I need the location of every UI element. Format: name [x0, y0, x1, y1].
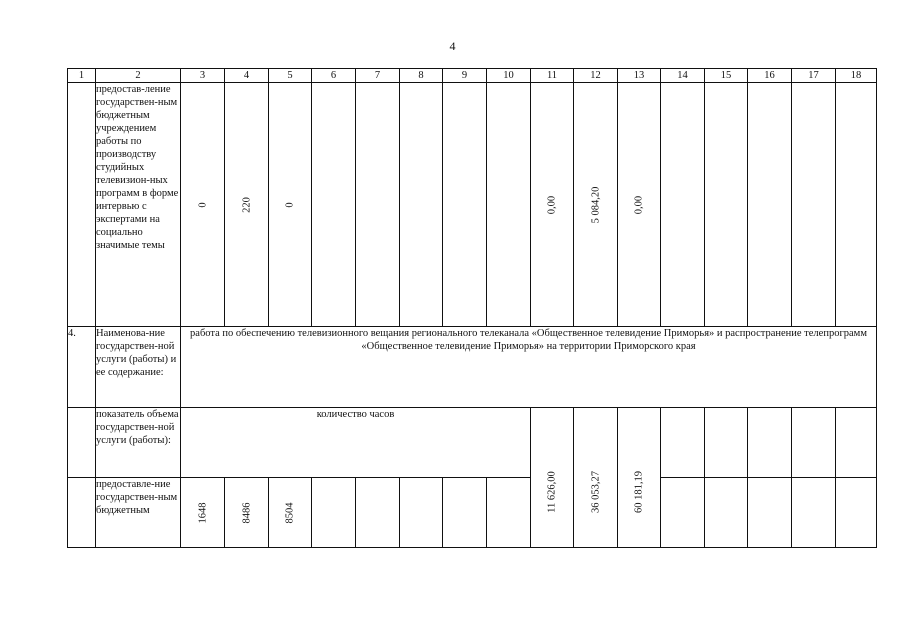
table-row: [68, 327, 877, 408]
empty-cell: [792, 83, 836, 327]
row-number-cell: [68, 83, 96, 327]
value-cell: [269, 83, 312, 327]
header-cell: 16: [748, 69, 792, 83]
value-text: 0: [284, 201, 296, 208]
budget-table: [67, 68, 877, 548]
value-cell: [225, 478, 269, 548]
header-cell: 11: [531, 69, 574, 83]
value-text: 11 626,00: [546, 471, 558, 513]
row-number-cell: 4.: [68, 327, 96, 408]
empty-cell: [356, 83, 400, 327]
empty-cell: [792, 478, 836, 548]
value-cell: [574, 83, 618, 327]
header-cell: 15: [705, 69, 748, 83]
value-text: 0,00: [633, 195, 645, 214]
unit-cell: количество часов: [181, 408, 531, 478]
empty-cell: [661, 478, 705, 548]
value-cell: [531, 83, 574, 327]
empty-cell: [443, 83, 487, 327]
value-cell: [181, 83, 225, 327]
header-cell: 3: [181, 69, 225, 83]
empty-cell: [748, 478, 792, 548]
value-text: 36 053,27: [590, 471, 601, 513]
header-cell: 4: [225, 69, 269, 83]
empty-cell: [748, 83, 792, 327]
empty-cell: [443, 478, 487, 548]
value-cell: [225, 83, 269, 327]
empty-cell: [705, 478, 748, 548]
empty-cell: [356, 478, 400, 548]
page-number: 4: [449, 39, 456, 53]
service-name-cell: Наименова-ние государствен-ной услуги (работы) и ее содержание:: [96, 327, 181, 408]
value-text: 5 084,20: [590, 186, 601, 223]
value-cell: [531, 408, 574, 548]
service-content-cell: работа по обеспечению телевизионного вещания регионального телеканала «Общественное телевидение Приморья» и распространение телепрограмм «Общественное телевидение Приморья» на территории Приморского края: [181, 327, 877, 408]
empty-cell: [836, 478, 877, 548]
header-cell: 13: [618, 69, 661, 83]
value-text: 60 181,19: [633, 471, 645, 513]
empty-cell: [400, 83, 443, 327]
value-text: 8486: [241, 502, 252, 523]
table-row: [68, 83, 877, 327]
empty-cell: [312, 478, 356, 548]
value-text: 220: [241, 196, 252, 213]
empty-cell: [705, 408, 748, 478]
empty-cell: [487, 83, 531, 327]
header-cell: 14: [661, 69, 705, 83]
header-cell: 8: [400, 69, 443, 83]
value-cell: [269, 478, 312, 548]
value-text: 0,00: [546, 195, 558, 214]
header-cell: 5: [269, 69, 312, 83]
table-row: [68, 408, 877, 478]
header-cell: 2: [96, 69, 181, 83]
empty-cell: [836, 408, 877, 478]
empty-cell: [705, 83, 748, 327]
indicator-name-cell: показатель объема государствен-ной услуги (работы):: [96, 408, 181, 478]
header-cell: 12: [574, 69, 618, 83]
service-name-cell: предоставле-ние государствен-ным бюджетным: [96, 478, 181, 548]
service-name-cell: предостав-ление государствен-ным бюджетным учреждением работы по производству студийных телевизион-ных программ в форме интервью с экспертами на социально значимые темы: [96, 83, 181, 327]
empty-cell: [661, 83, 705, 327]
empty-cell: [748, 408, 792, 478]
header-cell: 17: [792, 69, 836, 83]
header-cell: 1: [68, 69, 96, 83]
header-cell: 6: [312, 69, 356, 83]
empty-cell: [792, 408, 836, 478]
empty-cell: [661, 408, 705, 478]
row-number-cell: [68, 408, 96, 478]
value-cell: [574, 408, 618, 548]
row-number-cell: [68, 478, 96, 548]
table-row: [68, 478, 877, 548]
value-cell: [618, 408, 661, 548]
empty-cell: [487, 478, 531, 548]
empty-cell: [400, 478, 443, 548]
value-text: 8504: [284, 502, 296, 523]
value-cell: [181, 478, 225, 548]
empty-cell: [312, 83, 356, 327]
header-row: [68, 69, 877, 83]
value-text: 1648: [197, 502, 208, 523]
header-cell: 18: [836, 69, 877, 83]
empty-cell: [836, 83, 877, 327]
header-cell: 7: [356, 69, 400, 83]
header-cell: 9: [443, 69, 487, 83]
value-cell: [618, 83, 661, 327]
header-cell: 10: [487, 69, 531, 83]
value-text: 0: [197, 201, 208, 208]
